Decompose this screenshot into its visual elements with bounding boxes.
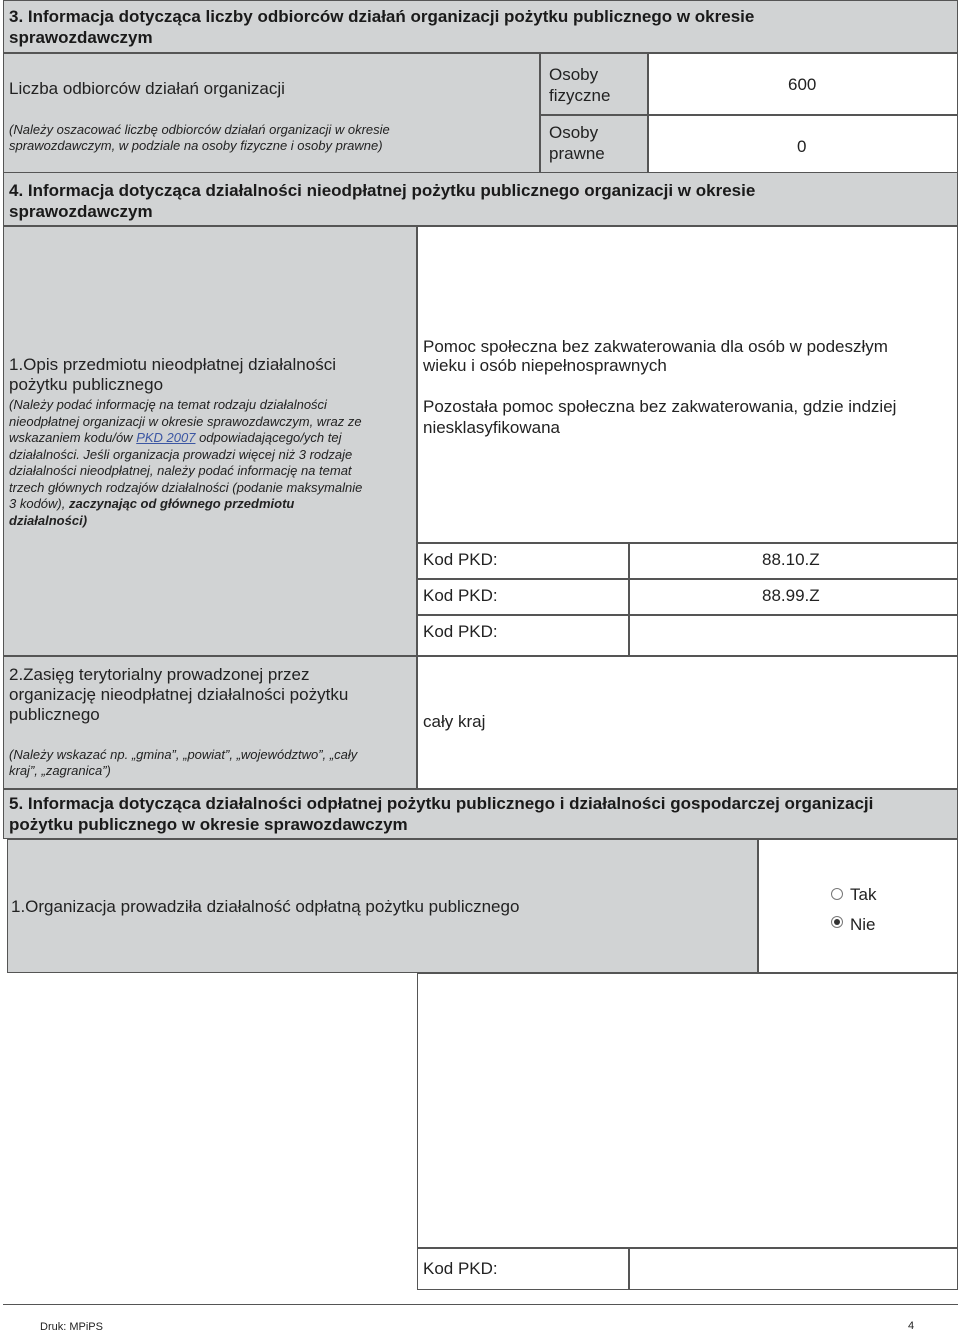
activity-note-line3 <box>9 429 341 446</box>
section5-title-line1: 5. Informacja dotycząca działalności odpłatnej pożytku publicznego i działalności gospodarczej organizacji <box>9 794 874 813</box>
legal-persons-value: 0 <box>797 137 807 156</box>
activity-note-line3-start: wskazaniem kodu/ów <box>9 430 133 445</box>
pkd-label-1: Kod PKD: <box>423 550 498 569</box>
territorial-scope-field[interactable] <box>417 656 958 789</box>
territorial-scope-note-line1: (Należy wskazać np. „gmina”, „powiat”, „województwo”, „cały <box>9 747 358 762</box>
radio-no[interactable] <box>831 916 843 928</box>
territorial-scope-label-line3: publicznego <box>9 705 100 724</box>
activity-note-line1: (Należy podać informację na temat rodzaju działalności <box>9 397 327 412</box>
recipients-label: Liczba odbiorców działań organizacji <box>9 79 285 98</box>
activity-description-label-line2: pożytku publicznego <box>9 375 164 394</box>
pkd-2007-link[interactable]: PKD 2007 <box>136 430 196 445</box>
activity-note-line3-end: odpowiadającego/ych tej <box>199 430 342 445</box>
activity-note-line6: trzech głównych rodzajów działalności (podanie maksymalnie <box>9 480 363 495</box>
activity-note-line7-bold: zaczynając od głównego przedmiotu <box>69 496 295 511</box>
section5-title-line2: pożytku publicznego w okresie sprawozdawczym <box>9 815 408 834</box>
radio-no-label: Nie <box>850 915 876 934</box>
paid-activity-description-field[interactable] <box>417 973 958 1248</box>
activity-note-line7 <box>9 495 294 512</box>
activity-note-line8: działalności) <box>9 513 88 528</box>
physical-persons-value: 600 <box>788 75 817 94</box>
territorial-scope-value: cały kraj <box>423 712 486 731</box>
pkd-value-field-section5[interactable] <box>629 1248 958 1290</box>
territorial-scope-note-line2: kraj”, „zagranica”) <box>9 763 111 778</box>
physical-persons-label-line1: Osoby <box>549 65 599 84</box>
activity-note-line7-start: 3 kodów), <box>9 496 66 511</box>
pkd-value-1: 88.10.Z <box>762 550 820 569</box>
pkd-value-2: 88.99.Z <box>762 586 820 605</box>
activity-note-line5: działalności nieodpłatnej, należy podać informację na temat <box>9 463 352 478</box>
paid-activity-question: 1.Organizacja prowadziła działalność odpłatną pożytku publicznego <box>11 897 520 916</box>
pkd-value-field-3[interactable] <box>629 615 958 656</box>
footer-rule <box>3 1304 958 1305</box>
answer-p1-line2: wieku i osób niepełnosprawnych <box>423 356 667 375</box>
section4-title-line2: sprawozdawczym <box>9 202 153 221</box>
activity-description-field[interactable] <box>417 226 958 543</box>
paid-activity-radio-cell <box>758 839 958 973</box>
pkd-label-2: Kod PKD: <box>423 586 498 605</box>
radio-yes[interactable] <box>831 888 843 900</box>
activity-note-line4: działalności. Jeśli organizacja prowadzi więcej niż 3 rodzaje <box>9 447 353 462</box>
pkd-label-section5: Kod PKD: <box>423 1259 498 1278</box>
radio-yes-label: Tak <box>850 885 877 904</box>
section3-title-line1: 3. Informacja dotycząca liczby odbiorców działań organizacji pożytku publicznego w okresie <box>9 7 755 26</box>
answer-p2-line2: niesklasyfikowana <box>423 418 561 437</box>
footer-page-number: 4 <box>908 1320 915 1332</box>
legal-persons-label-line1: Osoby <box>549 123 599 142</box>
physical-persons-label-line2: fizyczne <box>549 86 611 105</box>
footer-print-label: Druk: MPiPS <box>40 1321 103 1333</box>
activity-description-label-line1: 1.Opis przedmiotu nieodpłatnej działalności <box>9 355 336 374</box>
section4-title-line1: 4. Informacja dotycząca działalności nieodpłatnej pożytku publicznego organizacji w okresie <box>9 181 756 200</box>
legal-persons-label-line2: prawne <box>549 144 605 163</box>
section3-title-line2: sprawozdawczym <box>9 28 153 47</box>
recipients-label-cell <box>3 53 540 177</box>
recipients-note-line2: sprawozdawczym, w podziale na osoby fizyczne i osoby prawne) <box>9 138 383 153</box>
territorial-scope-label-line2: organizację nieodpłatnej działalności pożytku <box>9 685 349 704</box>
territorial-scope-label-line1: 2.Zasięg terytorialny prowadzonej przez <box>9 665 310 684</box>
answer-p1-line1: Pomoc społeczna bez zakwaterowania dla osób w podeszłym <box>423 337 888 356</box>
answer-p2-line1: Pozostała pomoc społeczna bez zakwaterowania, gdzie indziej <box>423 397 897 416</box>
activity-note-line2: nieodpłatnej organizacji w okresie sprawozdawczym, wraz ze <box>9 414 362 429</box>
pkd-label-3: Kod PKD: <box>423 622 498 641</box>
recipients-note-line1: (Należy oszacować liczbę odbiorców działań organizacji w okresie <box>9 122 390 137</box>
